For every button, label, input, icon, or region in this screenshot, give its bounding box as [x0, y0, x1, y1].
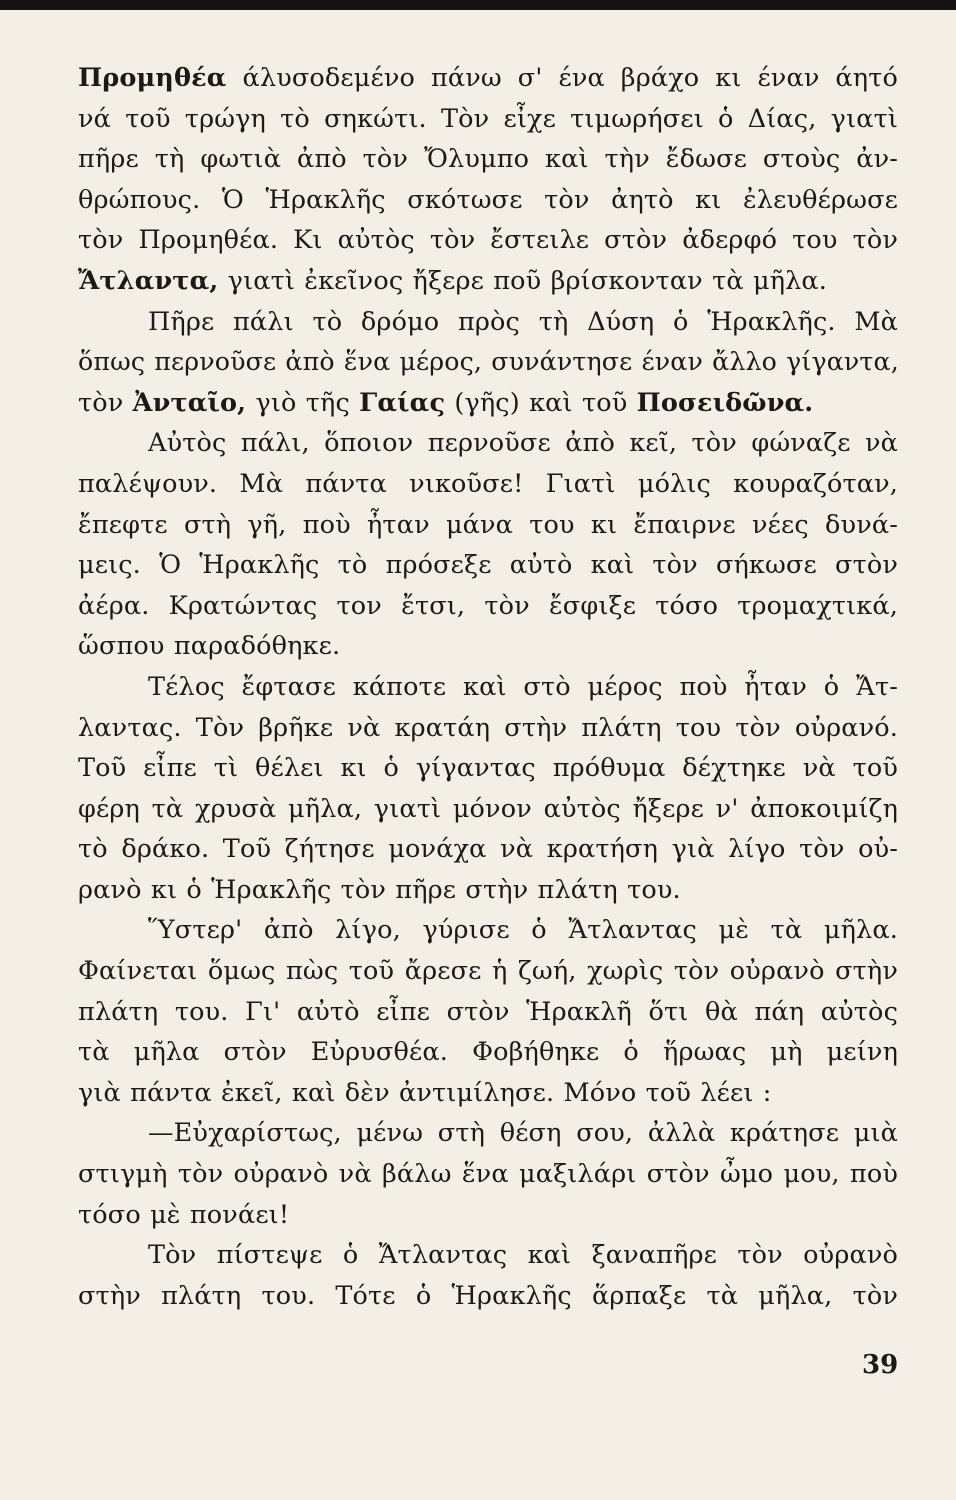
text-line	[78, 1113, 898, 1154]
text-run: θρώπους. Ὁ Ἡρακλῆς σκότωσε τὸν ἀητὸ κι ἐλευθέρωσε	[78, 184, 898, 215]
paragraph	[78, 1235, 898, 1316]
text-line	[78, 789, 898, 830]
text-line	[78, 505, 898, 546]
text-run: ἀέρα. Κρατώντας τον ἔτσι, τὸν ἔσφιξε τόσο τρομαχτικά,	[78, 590, 898, 621]
text-line	[78, 342, 898, 383]
text-line	[78, 99, 898, 140]
text-run: νά τοῦ τρώγη τὸ σηκώτι. Τὸν εἶχε τιμωρήσει ὁ Δίας, γιατὶ	[78, 103, 898, 134]
page-number: 39	[862, 1350, 899, 1380]
text-run: ρανὸ κι ὁ Ἡρακλῆς τὸν πῆρε στὴν πλάτη του.	[78, 874, 681, 905]
text-run: γιὰ πάντα ἐκεῖ, καὶ δὲν ἀντιμίλησε. Μόνο τοῦ λέει :	[78, 1077, 772, 1108]
page-body	[78, 58, 898, 1316]
text-run: ἔπεφτε στὴ γῆ, ποὺ ἦταν μάνα του κι ἔπαιρνε νέες δυνά-	[78, 509, 898, 540]
text-line	[78, 1276, 898, 1317]
text-run: Προμηθέα	[78, 63, 227, 93]
text-run: πλάτη του. Γι' αὐτὸ εἶπε στὸν Ἡρακλῆ ὅτι θὰ πάη αὐτὸς	[78, 996, 898, 1027]
paragraph	[78, 302, 898, 424]
text-line	[78, 586, 898, 627]
text-line	[78, 1154, 898, 1195]
text-line	[78, 748, 898, 789]
text-run: τὸν Προμηθέα. Κι αὐτὸς τὸν ἔστειλε στὸν ἀδερφό του τὸν	[78, 225, 898, 256]
text-run: Τοῦ εἶπε τὶ θέλει κι ὁ γίγαντας πρόθυμα δέχτηκε νὰ τοῦ	[78, 753, 898, 784]
text-run: γιατὶ ἐκεῖνος ἤξερε ποῦ βρίσκονταν τὰ μῆλα.	[218, 265, 828, 296]
text-run: Ὕστερ' ἀπὸ λίγο, γύρισε ὁ Ἄτλαντας μὲ τὰ μῆλα.	[148, 915, 898, 946]
text-line	[78, 383, 898, 424]
text-line	[78, 1235, 898, 1276]
text-run: λαντας. Τὸν βρῆκε νὰ κρατάη στὴν πλάτη του τὸν οὐρανό.	[78, 712, 898, 743]
text-line	[78, 220, 898, 261]
text-line	[78, 1195, 898, 1236]
text-line	[78, 951, 898, 992]
paragraph	[78, 667, 898, 911]
text-run: τὸν	[78, 387, 133, 418]
text-run: τὰ μῆλα στὸν Εὐρυσθέα. Φοβήθηκε ὁ ἥρωας μὴ μείνη	[78, 1037, 898, 1068]
text-run: (γῆς) καὶ τοῦ	[445, 387, 637, 418]
text-line	[78, 829, 898, 870]
text-line	[78, 139, 898, 180]
text-run: ὅπως περνοῦσε ἀπὸ ἕνα μέρος, συνάντησε έναν ἄλλο γίγαντα,	[78, 347, 899, 377]
text-line	[78, 261, 898, 302]
text-line	[78, 464, 898, 505]
text-line	[78, 667, 898, 708]
text-run: τὸ δράκο. Τοῦ ζήτησε μονάχα νὰ κρατήση γιὰ λίγο τὸν οὐ-	[78, 834, 898, 865]
text-line	[78, 1032, 898, 1073]
text-line	[78, 992, 898, 1033]
page-top-edge	[0, 0, 956, 10]
text-run: Ἀνταῖο,	[132, 387, 247, 418]
text-run: παλέψουν. Μὰ πάντα νικοῦσε! Γιατὶ μόλις κουραζόταν,	[78, 468, 898, 499]
text-run: Πῆρε πάλι τὸ δρόμο πρὸς τὴ Δύση ὁ Ἡρακλῆς. Μὰ	[148, 306, 898, 337]
text-run: Τέλος ἔφτασε κάποτε καὶ στὸ μέρος ποὺ ἦταν ὁ Ἄτ-	[148, 671, 898, 702]
paragraph	[78, 423, 898, 667]
text-run: Ἄτλαντα,	[78, 265, 219, 296]
paragraph	[78, 910, 898, 1113]
text-line	[78, 910, 898, 951]
text-run: πῆρε τὴ φωτιὰ ἀπὸ τὸν Ὄλυμπο καὶ τὴν ἔδωσε στοὺς ἀν-	[78, 144, 898, 175]
text-run: ὥσπου παραδόθηκε.	[78, 631, 341, 662]
text-line	[78, 58, 898, 99]
text-run: τόσο μὲ πονάει!	[78, 1199, 290, 1230]
text-run: Ποσειδῶνα.	[636, 387, 814, 418]
text-line	[78, 626, 898, 667]
text-run: στὴν πλάτη του. Τότε ὁ Ἡρακλῆς ἅρπαξε τὰ μῆλα, τὸν	[78, 1280, 898, 1311]
text-run: στιγμὴ τὸν οὐρανὸ νὰ βάλω ἕνα μαξιλάρι στὸν ὦμο μου, ποὺ	[78, 1159, 898, 1190]
text-line	[78, 180, 898, 221]
text-line	[78, 545, 898, 586]
text-line	[78, 870, 898, 911]
text-run: Τὸν πίστεψε ὁ Ἄτλαντας καὶ ξαναπῆρε τὸν οὐρανὸ	[148, 1240, 898, 1271]
paragraph	[78, 1113, 898, 1235]
text-run: —Εὐχαρίστως, μένω στὴ θέση σου, ἀλλὰ κράτησε μιὰ	[148, 1118, 898, 1149]
text-run: μεις. Ὁ Ἡρακλῆς τὸ πρόσεξε αὐτὸ καὶ τὸν σήκωσε στὸν	[78, 550, 898, 581]
paragraph	[78, 58, 898, 302]
text-run: Φαίνεται ὅμως πὼς τοῦ ἄρεσε ἡ ζωή, χωρὶς τὸν οὐρανὸ στὴν	[78, 956, 898, 987]
text-run: Γαίας	[359, 387, 446, 418]
text-run: γιὸ τῆς	[246, 387, 360, 418]
text-line	[78, 302, 898, 343]
text-run: άλυσοδεμένο πάνω σ' ένα βράχο κι έναν άητό	[226, 63, 898, 93]
text-line	[78, 1073, 898, 1114]
text-run: Αὐτὸς πάλι, ὅποιον περνοῦσε ἀπὸ κεῖ, τὸν φώναζε νὰ	[148, 428, 898, 459]
text-line	[78, 708, 898, 749]
text-run: φέρη τὰ χρυσὰ μῆλα, γιατὶ μόνον αὐτὸς ἤξερε ν' ἀποκοιμίζη	[78, 793, 898, 824]
text-line	[78, 423, 898, 464]
